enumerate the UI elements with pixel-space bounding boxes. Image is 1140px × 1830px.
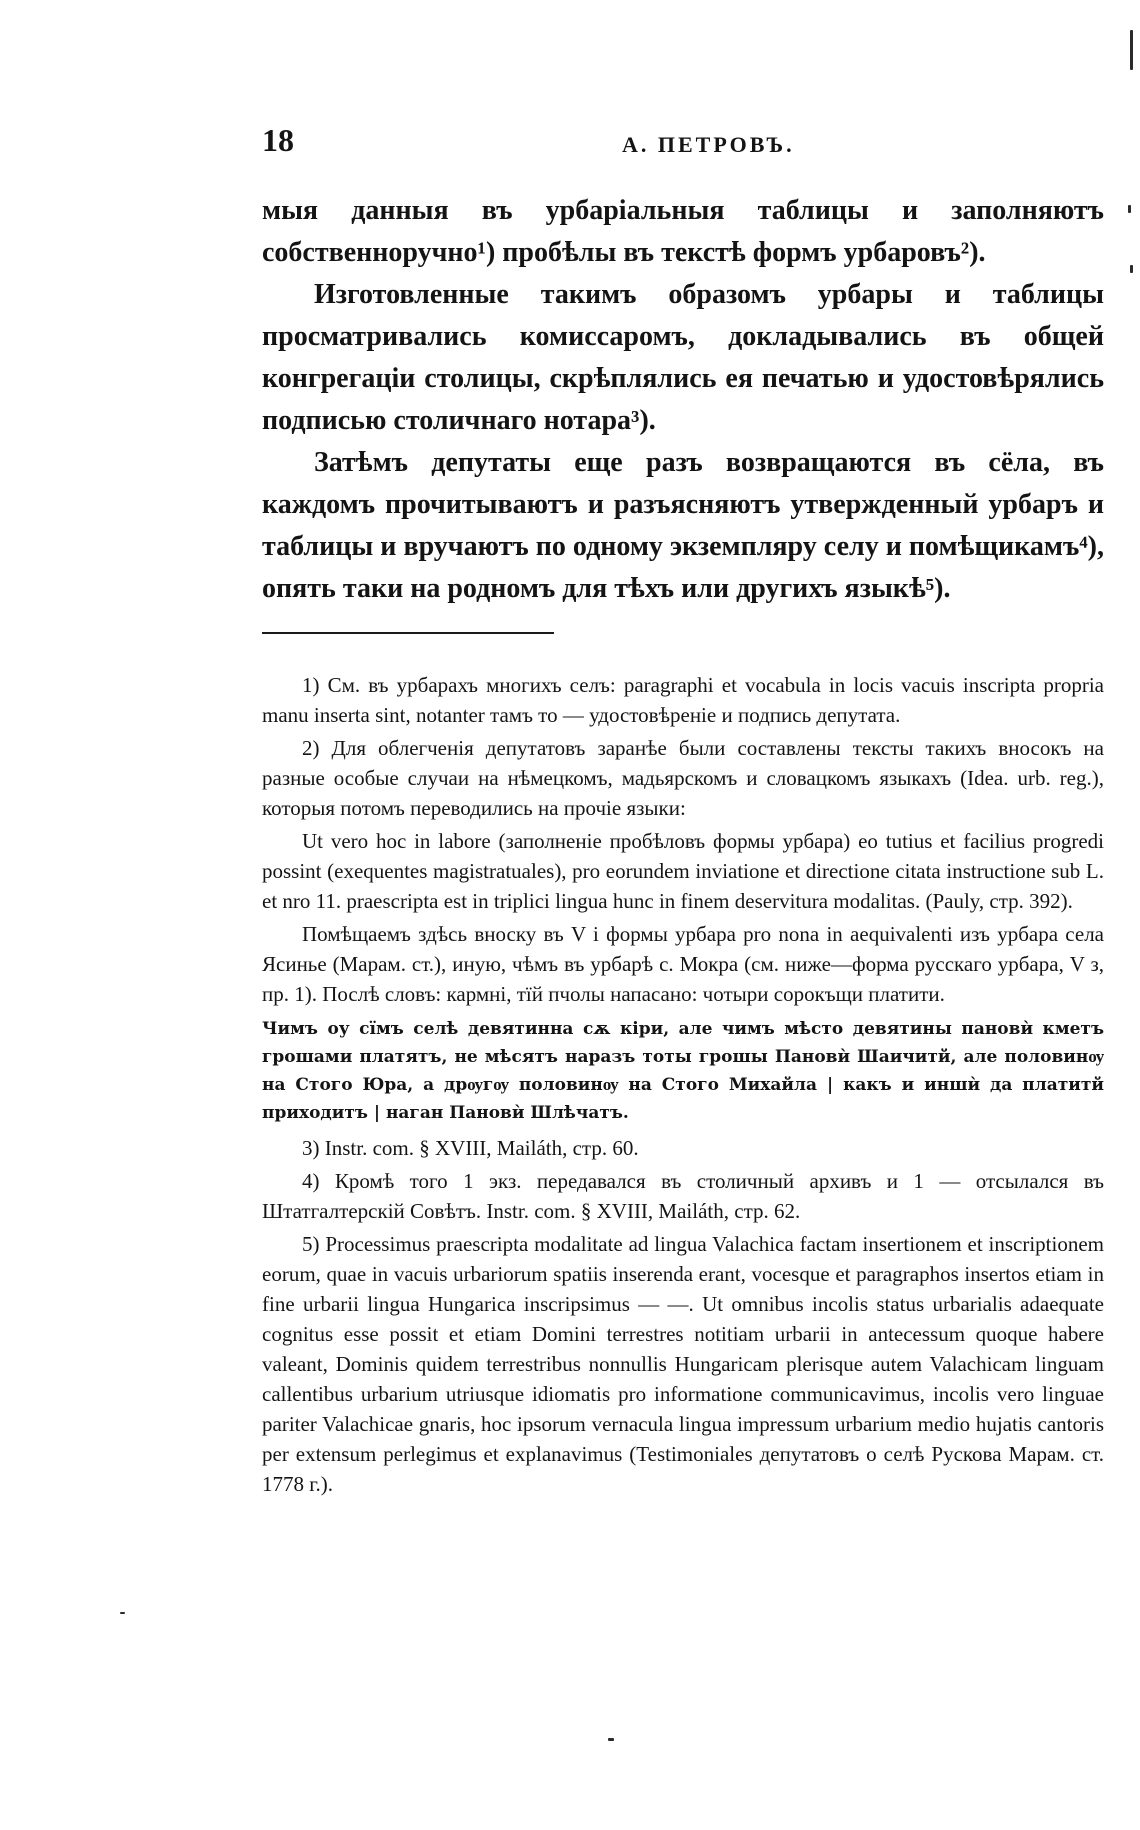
footnote-divider (262, 632, 554, 634)
paragraph-3: Затѣмъ депутаты еще разъ возвращаются въ сёла, въ каждомъ прочитываютъ и разъясняютъ утвержденный урбаръ и таблицы и вручаютъ по одному экземпляру селу и помѣщикамъ⁴), опять таки на родномъ для тѣхъ или другихъ языкѣ⁵). (262, 447, 1104, 604)
footnote-2-church-slavonic-text: Чимъ оу сїмъ селѣ девятинна сѫ кіри, але чимъ мѣсто девятины пановѝ кметъ грошами платятъ, не мѣсятъ наразъ тоты грошы Пановѝ Шаичитй, але половинѹ на Стого Юра, а дрѹгѹ половинѹ на Стого Михайла | какъ и иншѝ да платитй приходитъ | наган Пановѝ Шлѣчатъ. (262, 1019, 1104, 1123)
footnote-5: 5) Processimus praescripta modalitate ad lingua Valachica factam insertionem et inscriptionem eorum, quae in vacuis urbariorum spatiis inserenda erant, vocesque et paragraphos insertos etiam in fine urbarii lingua Hungarica inscripsimus — —. Ut omnibus incolis status urbarialis adaequate cognitus esse possit et etiam Domini terrestres notitiam urbarii in antecessum quoque habere valeant, Dominis quidem terrestribus nonnullis Hungaricam plerisque autem Valachicam linguam callentibus urbarium utriusque idiomatis pro informatione communicavimus, incolis vero linguae pariter Valachicae gnaris, hoc ipsorum vernacula lingua impressum urbarium medio hujatis cantoris per extensum perlegimus et explanavimus (Testimoniales депутатовъ о селѣ Рускова Марам. ст. 1778 г.). (262, 1232, 1104, 1496)
footnote-1: 1) См. въ урбарахъ многихъ селъ: paragraphi et vocabula in locis vacuis inscripta propria manu inserta sint, notanter тамъ то — удостовѣреніе и подпись депутата. (262, 673, 1104, 727)
paragraph-1: мыя данныя въ урбаріальныя таблицы и заполняютъ собственноручно¹) пробѣлы въ текстѣ формъ урбаровъ²). (262, 195, 1104, 268)
page-header (262, 122, 1104, 162)
page-number: 18 (262, 122, 294, 158)
scan-speck (608, 1738, 614, 1741)
footnote-3: 3) Instr. com. § XVIII, Mailáth, стр. 60. (302, 1136, 639, 1160)
scan-speck (1130, 30, 1133, 70)
footnote-4: 4) Кромѣ того 1 экз. передавался въ столичный архивъ и 1 — отсылался въ Штатгалтерскій Совѣтъ. Instr. com. § XVIII, Mailáth, стр. 62. (262, 1169, 1104, 1223)
footnote-2: 2) Для облегченія депутатовъ заранѣе были составлены тексты такихъ вносокъ на разные особые случаи на нѣмецкомъ, мадьярскомъ и словацкомъ языкахъ (Idea. urb. reg.), которыя потомъ переводились на прочіе языки: (262, 736, 1104, 820)
scan-speck (1128, 205, 1131, 213)
running-head: А. ПЕТРОВЪ. (622, 132, 795, 157)
footnotes (262, 670, 1104, 1502)
paragraph-2: Изготовленные такимъ образомъ урбары и таблицы просматривались комиссаромъ, докладывались въ общей конгрегаціи столицы, скрѣплялись ея печатью и удостовѣрялись подписью столичнаго нотара³). (262, 279, 1104, 436)
footnote-2-quote: Ut vero hoc in labore (заполненіе пробѣловъ формы урбара) eo tutius et facilius progredi possint (exequentes magistratuales), pro eorundem inviatione et directione citata instructione sub L. et nro 11. praescripta est in triplici lingua hunc in finem deservitura modalitas. (Pauly, стр. 392). (262, 829, 1104, 913)
footnote-2-note: Помѣщаемъ здѣсь вноску въ V і формы урбара pro nona in aequivalenti изъ урбара села Ясинье (Марам. ст.), иную, чѣмъ въ урбарѣ с. Мокра (см. ниже—форма русскаго урбара, V з, пр. 1). Послѣ словъ: кармні, тїй пчолы напасано: чотыри сорокъщи платити. (262, 922, 1104, 1006)
scan-speck (1130, 265, 1133, 273)
main-text (262, 190, 1104, 610)
scan-speck (120, 1612, 125, 1614)
